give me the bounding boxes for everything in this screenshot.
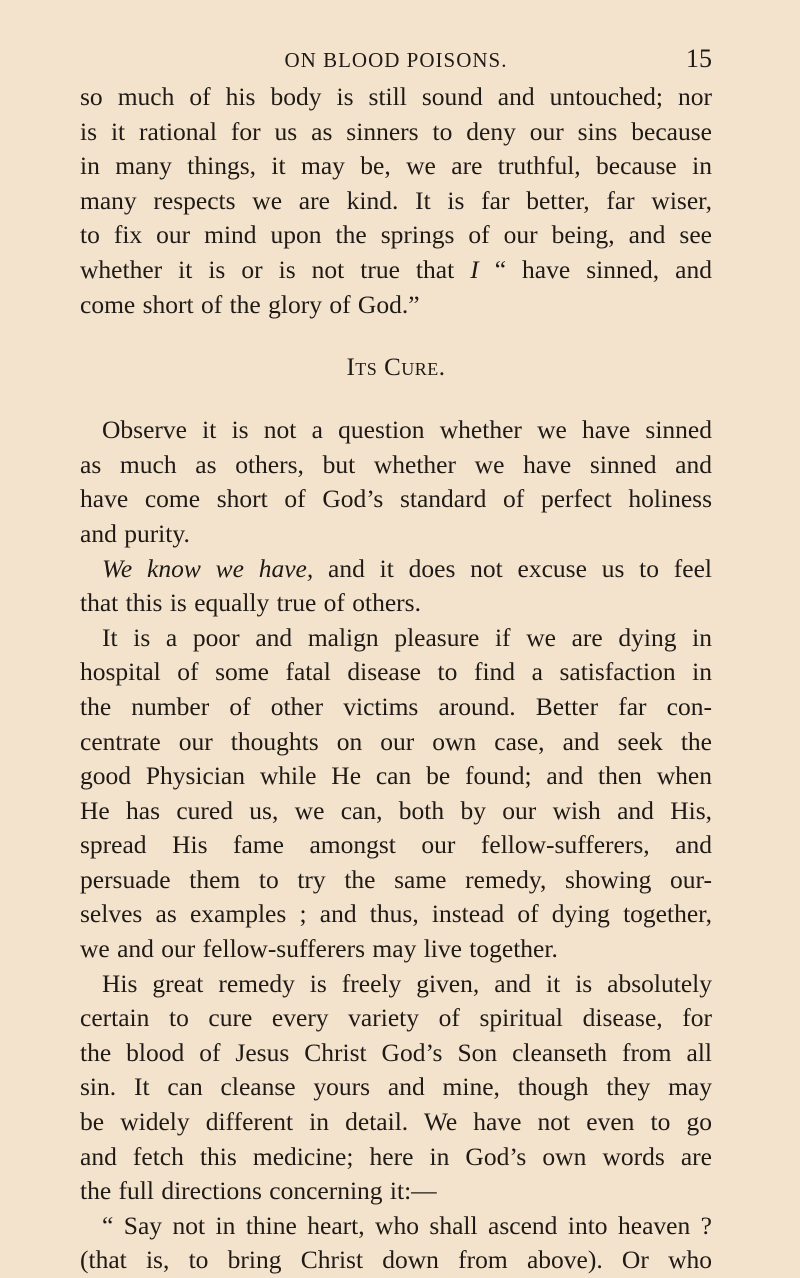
text-line <box>80 80 712 115</box>
text-line <box>80 932 712 967</box>
text-run: in many things, it may be, we are truthful, because in <box>80 151 712 181</box>
paragraph <box>80 621 712 967</box>
text-line <box>80 1243 712 1278</box>
text-line <box>80 253 712 288</box>
text-run: whether it is or is not true that <box>80 254 471 284</box>
text-line <box>80 448 712 483</box>
paragraph <box>80 80 712 322</box>
text-run: It is a poor and malign pleasure if we are dying in <box>102 622 712 652</box>
text-line <box>80 586 712 621</box>
text-line <box>80 1036 712 1071</box>
text-line <box>80 1070 712 1105</box>
text-line <box>80 184 712 219</box>
text-line <box>80 218 712 253</box>
text-run: centrate our thoughts on our own case, and seek the <box>80 726 712 756</box>
text-run: we and our fellow-sufferers may live together. <box>80 934 558 964</box>
text-line <box>80 552 712 587</box>
text-line <box>80 149 712 184</box>
paragraph <box>80 967 712 1209</box>
paragraph <box>80 552 712 621</box>
text-run: good Physician while He can be found; and then when <box>80 761 712 791</box>
section-heading: Its Cure. <box>346 354 446 382</box>
text-run: the number of other victims around. Better far con- <box>80 691 712 721</box>
text-run: the blood of Jesus Christ God’s Son cleanseth from all <box>80 1037 712 1067</box>
text-line <box>80 621 712 656</box>
text-line <box>80 288 712 323</box>
text-run: certain to cure every variety of spiritual disease, for <box>80 1003 712 1033</box>
text-run: be widely different in detail. We have not even to go <box>80 1107 712 1137</box>
text-run: have come short of God’s standard of perfect holiness <box>80 484 712 514</box>
text-run: “ Say not in thine heart, who shall ascend into heaven ? <box>102 1210 712 1240</box>
running-header <box>80 44 712 76</box>
page-body <box>80 80 712 1278</box>
text-run: hospital of some fatal disease to find a satisfaction in <box>80 657 712 687</box>
text-run: so much of his body is still sound and untouched; nor <box>80 82 712 111</box>
page-number: 15 <box>686 44 712 73</box>
text-run: many respects we are kind. It is far better, far wiser, <box>80 185 712 215</box>
text-run: as much as others, but whether we have sinned and <box>80 449 712 479</box>
italic-text: We know we have, <box>102 553 314 583</box>
text-run: and it does not excuse us to feel <box>313 553 712 583</box>
text-run: that this is equally true of others. <box>80 588 421 618</box>
text-line <box>80 1140 712 1175</box>
text-run: to fix our mind upon the springs of our being, and see <box>80 220 712 250</box>
text-run: is it rational for us as sinners to deny our sins because <box>80 116 712 146</box>
text-run: and fetch this medicine; here in God’s own words are <box>80 1141 712 1171</box>
text-line <box>80 725 712 760</box>
text-run: sin. It can cleanse yours and mine, though they may <box>80 1072 712 1102</box>
paragraph <box>80 1209 712 1278</box>
text-line <box>80 1209 712 1244</box>
text-line <box>80 655 712 690</box>
text-line <box>80 413 712 448</box>
text-line <box>80 517 712 552</box>
text-run: (that is, to bring Christ down from above). Or who <box>80 1245 712 1275</box>
text-line <box>80 828 712 863</box>
text-run: and purity. <box>80 518 190 548</box>
text-line <box>80 1174 712 1209</box>
text-line <box>80 690 712 725</box>
text-line <box>80 794 712 829</box>
text-line <box>80 897 712 932</box>
text-line <box>80 1105 712 1140</box>
text-run: He has cured us, we can, both by our wish and His, <box>80 795 712 825</box>
text-line <box>80 967 712 1002</box>
italic-text: I <box>470 254 479 284</box>
text-run: spread His fame amongst our fellow-sufferers, and <box>80 830 712 860</box>
text-line <box>80 115 712 150</box>
paragraph <box>80 413 712 551</box>
text-run: Observe it is not a question whether we have sinned <box>102 415 712 445</box>
running-title: ON BLOOD POISONS. <box>284 48 508 72</box>
text-run: His great remedy is freely given, and it is absolutely <box>102 968 712 998</box>
text-line <box>80 863 712 898</box>
text-run: the full directions concerning it:— <box>80 1176 437 1206</box>
text-run: selves as examples ; and thus, instead of dying together, <box>80 899 712 929</box>
text-run: come short of the glory of God.” <box>80 289 420 319</box>
text-run: persuade them to try the same remedy, showing our- <box>80 864 712 894</box>
text-run: “ have sinned, and <box>478 254 712 284</box>
text-line <box>80 482 712 517</box>
text-line <box>80 759 712 794</box>
text-line <box>80 1001 712 1036</box>
